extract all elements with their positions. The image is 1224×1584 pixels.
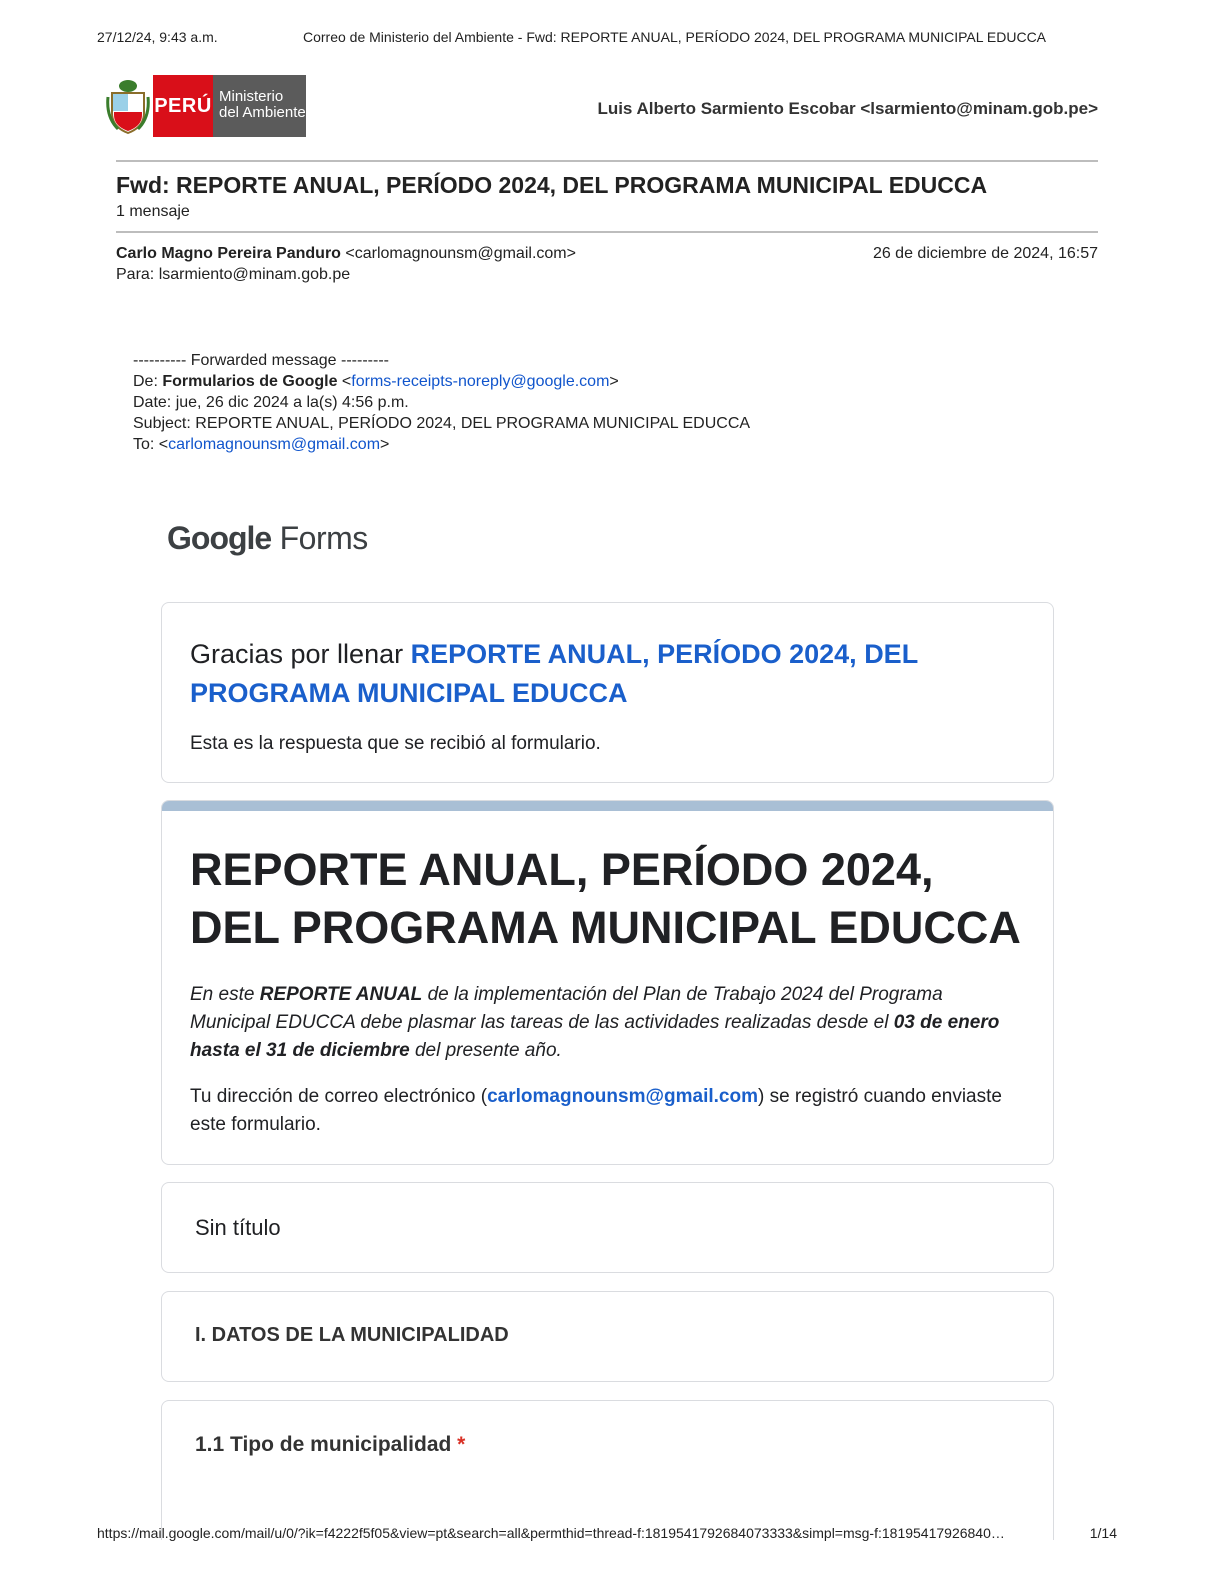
form-description: En este REPORTE ANUAL de la implementación del Plan de Trabajo 2024 del Programa Municipal EDUCCA debe plasmar las tareas de las actividades realizadas desde el 03 de enero hasta el 31 de diciembre del presente año. <box>190 984 1000 1061</box>
page-number: 1/14 <box>1089 1525 1117 1541</box>
logo-country: PERÚ <box>153 75 213 137</box>
forwarded-date: Date: jue, 26 dic 2024 a la(s) 4:56 p.m. <box>133 394 409 411</box>
form-header-card <box>161 800 1054 1165</box>
form-accent-bar <box>162 801 1053 811</box>
respondent-email-note: Tu dirección de correo electrónico (carlomagnounsm@gmail.com) se registró cuando enviaste este formulario. <box>190 1086 1002 1135</box>
forwarded-header <box>133 350 750 455</box>
forwarded-subject: Subject: REPORTE ANUAL, PERÍODO 2024, DEL PROGRAMA MUNICIPAL EDUCCA <box>133 415 751 432</box>
respondent-email: carlomagnounsm@gmail.com <box>487 1086 758 1107</box>
sender-email: <carlomagnounsm@gmail.com> <box>345 245 576 262</box>
logo-ministry: Ministerio del Ambiente <box>213 75 306 137</box>
minam-logo <box>106 75 306 137</box>
print-date: 27/12/24, 9:43 a.m. <box>97 29 218 45</box>
print-url: https://mail.google.com/mail/u/0/?ik=f4222f5f05&view=pt&search=all&permthid=thread-f:1819541792684073333&simpl=msg-f:18195417926840… <box>97 1525 1005 1541</box>
account-name: Luis Alberto Sarmiento Escobar <lsarmiento@minam.gob.pe> <box>597 99 1098 118</box>
google-forms-logo: Google Forms <box>167 520 368 556</box>
form-title: REPORTE ANUAL, PERÍODO 2024, DEL PROGRAMA MUNICIPAL EDUCCA <box>190 844 1021 953</box>
thanks-card <box>161 602 1054 783</box>
thanks-note: Esta es la respuesta que se recibió al formulario. <box>190 733 601 754</box>
message-count: 1 mensaje <box>116 203 190 220</box>
form-title-link[interactable]: REPORTE ANUAL, PERÍODO 2024, DEL PROGRAMA MUNICIPAL EDUCCA <box>190 639 918 708</box>
question-label: 1.1 Tipo de municipalidad <box>195 1433 452 1456</box>
forwarded-divider: ---------- Forwarded message --------- <box>133 352 389 369</box>
divider <box>116 231 1098 233</box>
divider <box>116 160 1098 162</box>
forwarded-from-email-link[interactable]: forms-receipts-noreply@google.com <box>351 373 610 390</box>
message-to: Para: lsarmiento@minam.gob.pe <box>116 266 351 283</box>
required-mark: * <box>457 1433 466 1456</box>
thread-subject: Fwd: REPORTE ANUAL, PERÍODO 2024, DEL PROGRAMA MUNICIPAL EDUCCA <box>116 172 988 198</box>
section-untitled: Sin título <box>161 1182 1054 1273</box>
sender-name: Carlo Magno Pereira Panduro <box>116 245 341 262</box>
thanks-heading: Gracias por llenar REPORTE ANUAL, PERÍODO 2024, DEL PROGRAMA MUNICIPAL EDUCCA <box>190 639 918 708</box>
message-from <box>116 245 576 263</box>
peru-coat-of-arms-icon <box>106 77 150 135</box>
forwarded-to: To: <carlomagnounsm@gmail.com> <box>133 436 390 453</box>
message-date: 26 de diciembre de 2024, 16:57 <box>872 245 1098 262</box>
section-datos-municipalidad: I. DATOS DE LA MUNICIPALIDAD <box>161 1291 1054 1382</box>
question-tipo-municipalidad <box>161 1400 1054 1540</box>
print-title: Correo de Ministerio del Ambiente - Fwd: REPORTE ANUAL, PERÍODO 2024, DEL PROGRAMA MUNICIPAL EDUCCA <box>303 29 1047 45</box>
forwarded-to-email-link[interactable]: carlomagnounsm@gmail.com <box>168 436 381 453</box>
forwarded-from: De: Formularios de Google <forms-receipts-noreply@google.com> <box>133 373 619 390</box>
